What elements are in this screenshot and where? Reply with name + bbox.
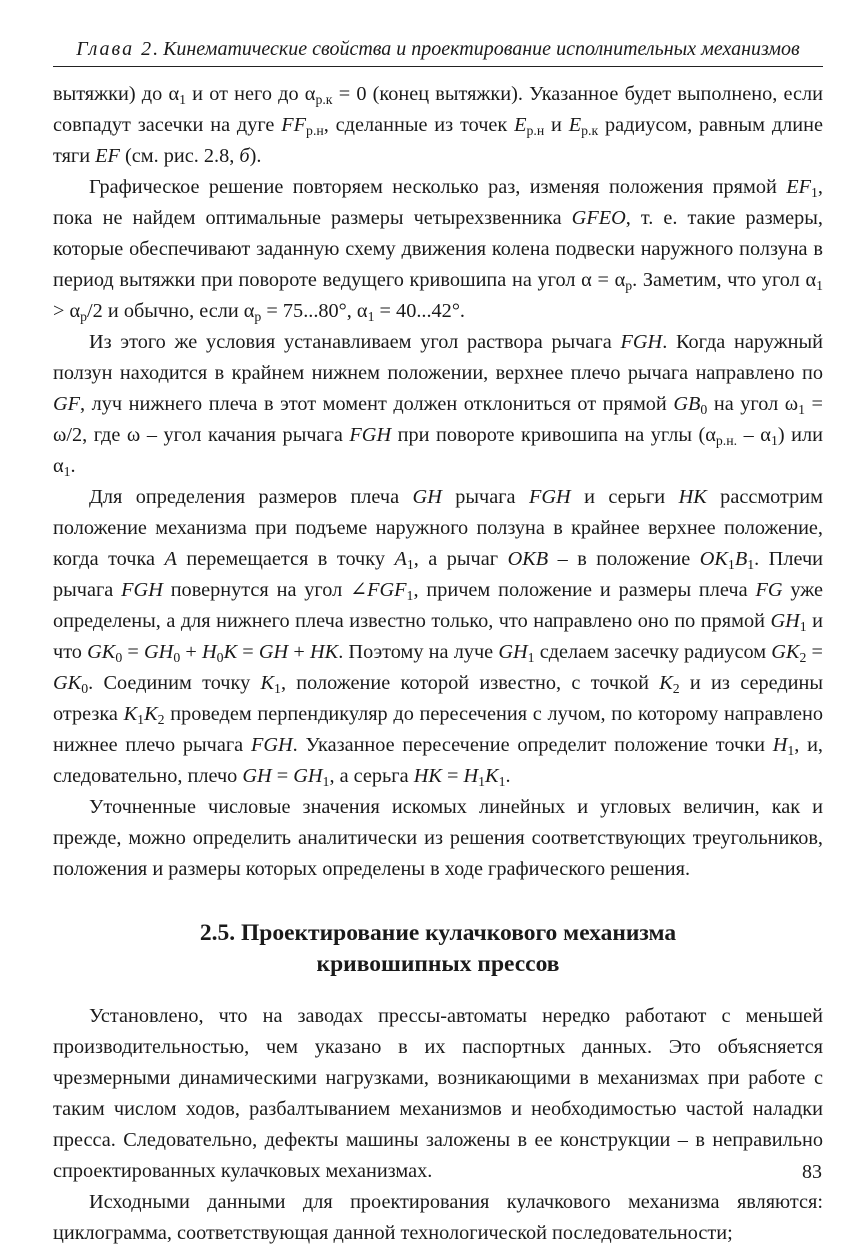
paragraph-1: вытяжки) до $\alpha_1$ и от него до $\alpha_{р.к} = 0$ (конец вытяжки). Указанное будет выполнено, если совпадут засечки на дуге $FF_{р.н}$, сделанные из точек $E_{р.н}$ и $E_{р.к}$ радиусом, равным длине тяги EF (см. рис. 2.8, б). <box>53 83 823 167</box>
paragraph-7: Исходными данными для проектирования кулачкового механизма являются: циклограмма, соответствующая данной технологической последовательности; <box>53 1191 823 1244</box>
paragraph-4: Для определения размеров плеча GH рычага FGH и серьги HK рассмотрим положение механизма при подъеме наружного ползуна в крайнее верхнее положение, когда точка A перемещается в точку $A_1$, а рычаг OKB – в положение $OK_1B_1$. Плечи рычага FGH повернутся на угол $\angle FGF_1$, причем положение и размеры плеча FG уже определены, а для нижнего плеча известно только, что направлено оно по прямой $GH_1$ и что $GK_0 = GH_0 + H_0K$ = GH + HK. Поэтому на луче $GH_1$ сделаем засечку радиусом $GK_2 = GK_0$. Соединим точку $K_1$, положение которой известно, с точкой $K_2$ и из середины отрезка $K_1K_2$ проведем перпендикуляр до пересечения с лучом, по которому направлено нижнее плечо рычага FGH. Указанное пересечение определит положение точки $H_1$, и, следовательно, плечо GH = $GH_1$, а серьга HK = $H_1K_1$. <box>53 486 823 789</box>
paragraph-6: Установлено, что на заводах прессы-автоматы нередко работают с меньшей производительностью, чем указано в их паспортных данных. Это объясняется чрезмерными динамическими нагрузками, возникающими в механизмах при работе с таким числом ходов, разбалтыванием механизмов и необходимостью частой наладки пресса. Следовательно, дефекты машины заложены в ее конструкции – в неправильно спроектированных кулачковых механизмах. <box>53 1005 823 1182</box>
section-number: 2.5. <box>199 920 236 946</box>
page-number: 83 <box>802 1161 822 1183</box>
chapter-title: Кинематические свойства и проектирование исполнительных механизмов <box>163 38 800 60</box>
running-head: Глава 2. Кинематические свойства и проектирование исполнительных механизмов <box>76 38 800 60</box>
chapter-label: Глава 2 <box>76 38 154 60</box>
section-title-line2: кривошипных прессов <box>316 951 560 977</box>
body-text <box>53 79 823 1249</box>
section-title-line1: Проектирование кулачкового механизма <box>240 920 677 946</box>
paragraph-3: Из этого же условия устанавливаем угол раствора рычага FGH. Когда наружный ползун находится в крайнем нижнем положении, верхнее плечо рычага направлено по GF, луч нижнего плеча в этот момент должен отклониться от прямой $GB_0$ на угол $\omega_1 = \omega/2$, где ω – угол качания рычага FGH при повороте кривошипа на углы $(\alpha_{р.н.} - \alpha_1)$ или $\alpha_1$. <box>53 331 823 479</box>
paragraph-2: Графическое решение повторяем несколько раз, изменяя положения прямой $EF_1$, пока не найдем оптимальные размеры четырехзвенника GFEO, т. е. такие размеры, которые обеспечивают заданную схему движения колена подвески наружного ползуна в период вытяжки при повороте ведущего кривошипа на угол $\alpha = \alpha_р$. Заметим, что угол $\alpha_1 > \alpha_р/2$ и обычно, если $\alpha_р = 75...80^\circ$, $\alpha_1 = 40...42^\circ$. <box>53 176 824 324</box>
section-heading <box>53 918 823 980</box>
paragraph-5: Уточненные числовые значения искомых линейных и угловых величин, как и прежде, можно определить аналитически из решения соответствующих треугольников, положения и размеры которых определены в ходе графического решения. <box>53 796 823 880</box>
header-rule <box>53 66 823 67</box>
